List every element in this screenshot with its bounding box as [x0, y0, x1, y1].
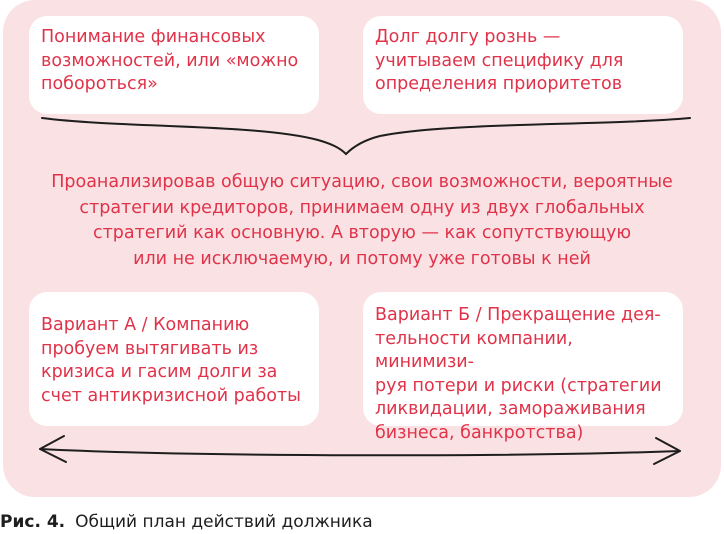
double-headed-arrow: [40, 449, 680, 455]
card-variant-a: [29, 292, 319, 426]
merge-brace: [42, 118, 690, 154]
card-variant-a-text: Вариант А / Компанию пробуем вытягивать из кризиса и гасим долги за счет антикризисной работы: [41, 315, 301, 406]
card-financial-capabilities-text: Понимание финансовых возможностей, или «можно побороться»: [41, 27, 299, 94]
card-debt-priorities-text: Долг долгу рознь — учитываем специфику для определения приоритетов: [375, 27, 624, 94]
card-variant-b-text: Вариант Б / Прекращение дея- тельности компании, минимизи- руя потери и риски (стратегии ликвидации, замораживания бизнеса, банкротства): [375, 305, 662, 443]
strategy-summary: Проанализировав общую ситуацию, свои возможности, вероятные стратегии кредиторов, принимаем одну из двух глобальных стратегий как основную. А вторую — как сопутствующую или не исключаемую, и потому уже готовы к ней: [51, 172, 673, 269]
figure-title: Общий план действий должника: [75, 512, 373, 532]
card-variant-b: [363, 292, 683, 443]
figure-caption: [0, 512, 373, 532]
figure-label: Рис. 4.: [0, 512, 66, 532]
